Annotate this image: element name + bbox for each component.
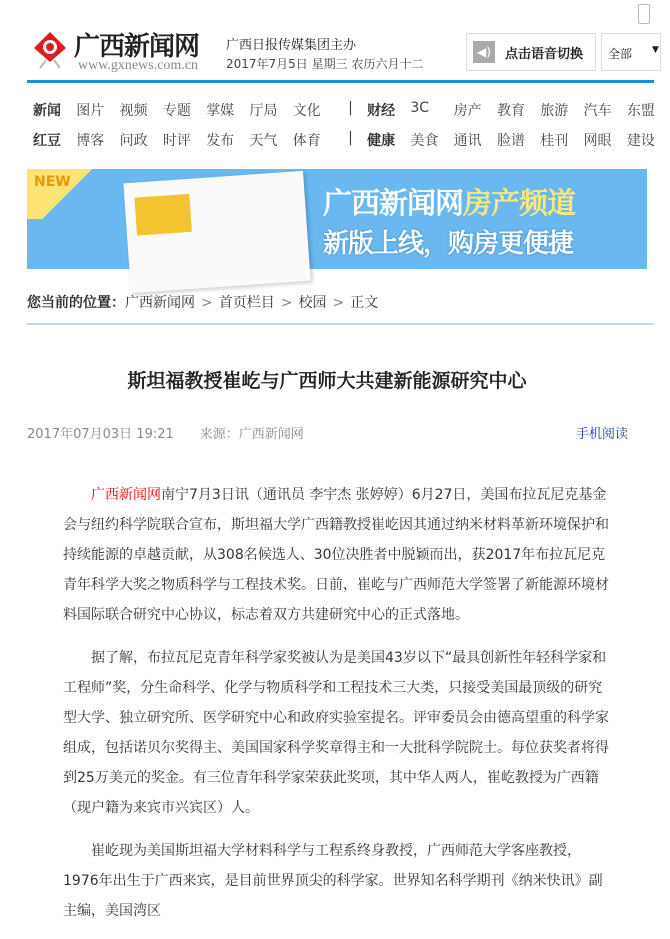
source-link[interactable]: 广西新闻网 (91, 487, 161, 503)
nav-item[interactable]: 房产 (453, 103, 482, 119)
article-body (63, 480, 616, 939)
nav-item[interactable]: 网眼 (583, 133, 612, 149)
nav-item[interactable]: 图片 (76, 103, 105, 119)
chevron-right-icon: > (201, 295, 213, 311)
banner-page-image (123, 171, 310, 293)
voice-switch-label: 点击语音切换 (505, 46, 584, 62)
nav-item[interactable]: 脸谱 (496, 133, 525, 149)
nav-item[interactable]: 红豆 (33, 133, 61, 149)
logo-url: www.gxnews.com.cn (78, 58, 199, 73)
nav-item[interactable]: 通讯 (453, 133, 482, 149)
nav-item[interactable]: 财经 (367, 103, 396, 119)
breadcrumb-divider (27, 323, 654, 325)
banner-subtitle: 新版上线，购房更便捷 (323, 229, 574, 259)
nav-row-1 (33, 100, 670, 120)
mobile-read-link[interactable]: 手机阅读 (576, 427, 629, 442)
nav-item[interactable]: 旅游 (540, 103, 569, 119)
article-datetime: 2017年07月03日 19:21 (27, 427, 174, 442)
article-source: 来源：广西新闻网 (199, 427, 304, 442)
paragraph: 崔屹现为美国斯坦福大学材料科学与工程系终身教授，广西师范大学客座教授，1976年出生于广西来宾，是目前世界顶尖的科学家。世界知名科学期刊《纳米快讯》副主编，美国湾区 (63, 843, 603, 919)
article-meta (27, 423, 304, 442)
logo-name: 广西新闻网 (74, 32, 200, 62)
chevron-down-icon: ▼ (652, 45, 659, 55)
chevron-right-icon: > (280, 295, 293, 311)
chevron-right-icon: > (332, 295, 345, 311)
breadcrumb-label: 您当前的位置： (27, 295, 125, 311)
nav-item[interactable]: 专题 (162, 103, 191, 119)
real-estate-banner[interactable] (27, 169, 647, 269)
nav-item[interactable]: 汽车 (583, 103, 612, 119)
host-text: 广西日报传媒集团主办 (226, 38, 357, 53)
nav-item[interactable]: 文化 (292, 103, 321, 119)
mobile-icon[interactable] (638, 4, 650, 24)
nav-item[interactable]: 厅局 (249, 103, 278, 119)
logo-emblem-icon (30, 28, 70, 68)
site-logo[interactable] (28, 28, 218, 78)
header-divider (27, 80, 654, 83)
nav-item[interactable]: 问政 (119, 133, 148, 149)
voice-switch-button[interactable] (466, 33, 596, 71)
breadcrumb-item[interactable]: 首页栏目 (218, 295, 275, 311)
nav-item[interactable]: 掌媒 (206, 103, 235, 119)
breadcrumb-item[interactable]: 校园 (298, 295, 327, 311)
breadcrumb-item: 正文 (350, 295, 379, 311)
nav-item[interactable]: 体育 (292, 133, 321, 149)
nav-item[interactable]: 美食 (410, 133, 439, 149)
nav-item[interactable]: 天气 (249, 133, 278, 149)
breadcrumb-item[interactable]: 广西新闻网 (125, 295, 195, 311)
date-text: 2017年7月5日 星期三 农历六月十二 (226, 57, 424, 71)
nav-separator: | (348, 130, 353, 146)
nav-item[interactable]: 建设 (626, 133, 655, 149)
nav-item[interactable]: 视频 (119, 103, 148, 119)
nav-item[interactable]: 健康 (367, 133, 396, 149)
speaker-icon: ◀) (473, 41, 495, 63)
search-scope-select[interactable] (601, 33, 661, 71)
nav-item[interactable]: 新闻 (33, 103, 61, 119)
nav-item[interactable]: 教育 (496, 103, 525, 119)
new-badge: NEW (27, 169, 107, 219)
paragraph: 据了解，布拉瓦尼克青年科学家奖被认为是美国43岁以下“最具创新性年轻科学家和工程师”奖，分生命科学、化学与物质科学和工程技术三大类，只接受美国最顶级的研究型大学、独立研究所、医学研究中心和政府实验室提名。评审委员会由德高望重的科学家组成，包括诺贝尔奖得主、美国国家科学奖章得主和一大批科学院院士。每位获奖者将得到25万美元的奖金。有三位青年科学家荣获此奖项，其中华人两人，崔屹教授为广西籍（现户籍为来宾市兴宾区）人。 (63, 650, 609, 816)
nav-item[interactable]: 桂刊 (540, 133, 569, 149)
banner-title: 广西新闻网房产频道 (323, 186, 576, 220)
nav-item[interactable]: 3C (410, 100, 430, 116)
article-title: 斯坦福教授崔屹与广西师大共建新能源研究中心 (127, 370, 527, 392)
nav-separator: | (348, 100, 353, 116)
nav-item[interactable]: 发布 (206, 133, 235, 149)
search-scope-value: 全部 (608, 47, 633, 61)
nav-item[interactable]: 东盟 (626, 103, 655, 119)
nav-row-2 (33, 130, 670, 150)
breadcrumb (27, 292, 378, 312)
paragraph: 广西新闻网南宁7月3日讯（通讯员 李宇杰 张婷婷）6月27日，美国布拉瓦尼克基金会与纽约科学院联合宣布，斯坦福大学广西籍教授崔屹因其通过纳米材料革新环境保护和持续能源的卓越贡献，从308名候选人、30位决胜者中脱颖而出，获2017年布拉瓦尼克青年科学大奖之物质科学与工程技术奖。日前，崔屹与广西师范大学签署了新能源环境材料国际联合研究中心协议，标志着双方共建研究中心的正式落地。 (63, 487, 609, 623)
nav-item[interactable]: 时评 (162, 133, 191, 149)
nav-item[interactable]: 博客 (76, 133, 105, 149)
